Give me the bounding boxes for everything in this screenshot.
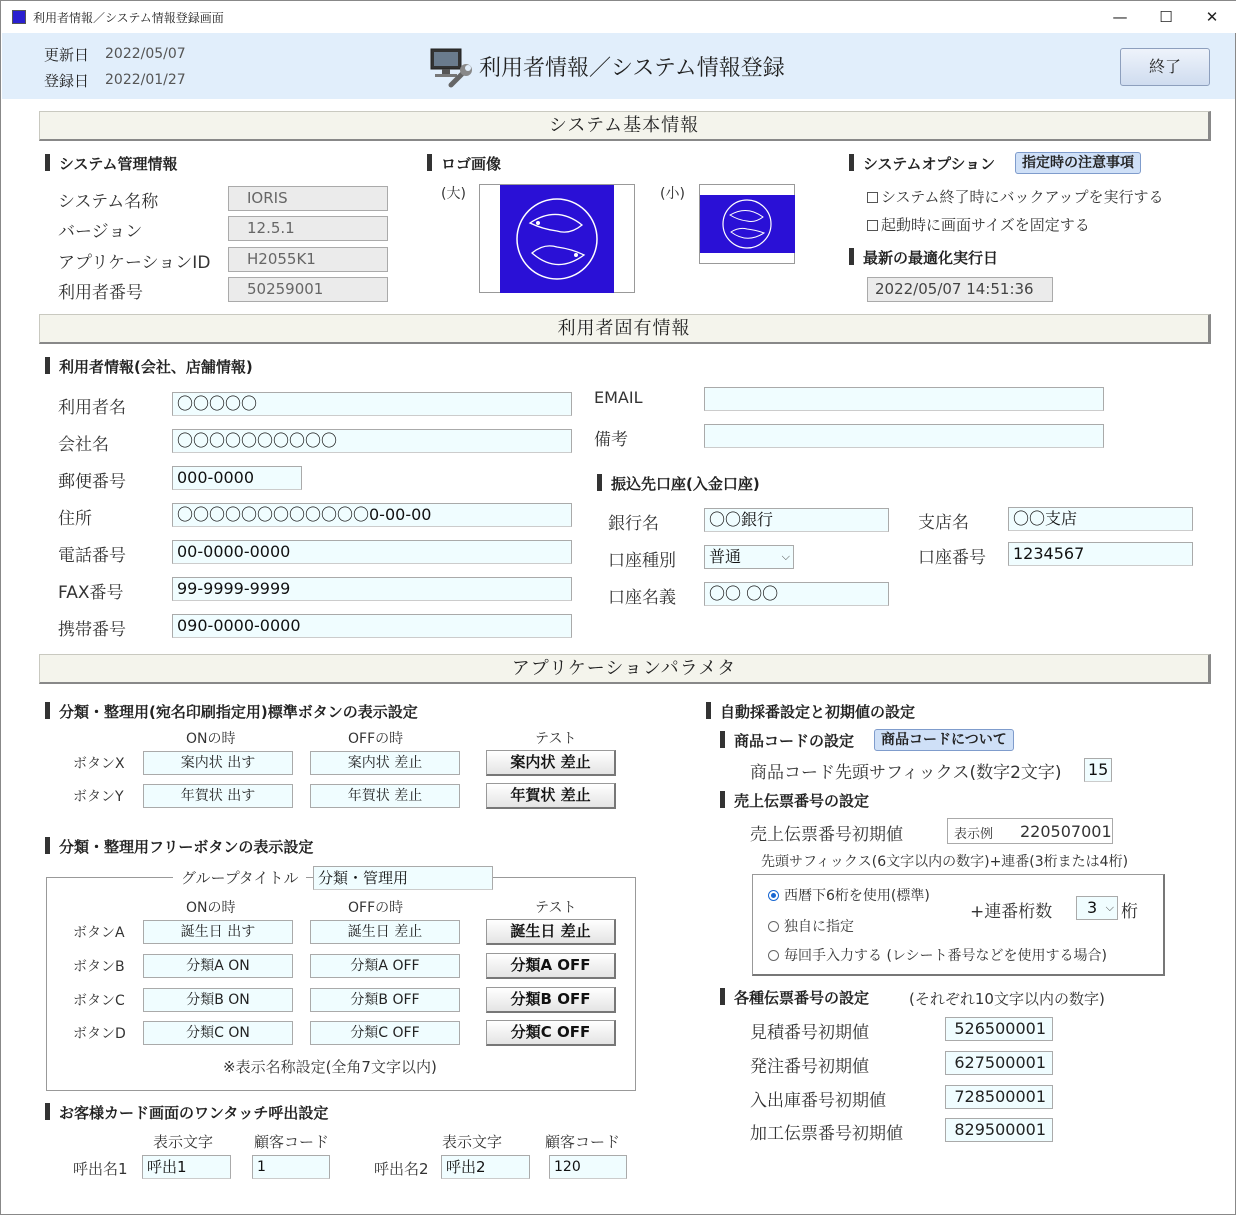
radio-manual-label: 毎回手入力する (レシート番号などを使用する場合) [784, 948, 1108, 964]
optimization-heading: 最新の最適化実行日 [849, 247, 998, 268]
user-number-label: 利用者番号 [58, 283, 143, 303]
end-button[interactable]: 終了 [1120, 48, 1210, 86]
updated-label: 更新日 [44, 46, 90, 64]
chevron-down-icon: ⌵ [1105, 901, 1114, 914]
button-b-test-button[interactable]: 分類A OFF [486, 953, 616, 979]
account-holder-input[interactable]: 〇〇 〇〇 [704, 582, 889, 606]
minimize-button[interactable]: — [1112, 8, 1128, 26]
logo-heading: ロゴ画像 [427, 153, 501, 174]
email-label: EMAIL [594, 388, 643, 407]
window-title: 利用者情報／システム情報登録画面 [33, 11, 224, 25]
std-off-header: OFFの時 [348, 731, 404, 747]
processing-label: 加工伝票番号初期値 [750, 1124, 903, 1144]
close-button[interactable]: ✕ [1205, 8, 1219, 26]
call1-text-input[interactable]: 呼出1 [142, 1155, 231, 1179]
digits-label: +連番桁数 [970, 902, 1053, 922]
title-bar [1, 1, 1236, 33]
branch-input[interactable]: 〇〇支店 [1008, 507, 1193, 531]
button-b-off-input[interactable]: 分類A OFF [310, 954, 460, 978]
user-name-label: 利用者名 [58, 398, 126, 418]
user-number-field: 50259001 [228, 277, 388, 302]
address-input[interactable]: 〇〇〇〇〇〇〇〇〇〇〇〇0-00-00 [172, 503, 572, 527]
product-suffix-input[interactable]: 15 [1084, 758, 1112, 782]
std-on-header: ONの時 [186, 731, 236, 747]
call2-code-header: 顧客コード [545, 1133, 621, 1151]
bank-heading: 振込先口座(入金口座) [597, 473, 760, 494]
example-label: 表示例 [954, 827, 994, 842]
sales-slip-heading: 売上伝票番号の設定 [720, 790, 869, 811]
fish-logo-icon [500, 185, 614, 293]
bank-name-input[interactable]: 〇〇銀行 [704, 508, 889, 532]
button-y-on-input[interactable]: 年賀状 出す [143, 784, 293, 808]
call1-code-header: 顧客コード [254, 1133, 330, 1151]
call1-label: 呼出名1 [73, 1160, 128, 1178]
logo-large-label: (大) [441, 186, 466, 202]
example-value: 220507001 [1020, 822, 1112, 841]
updated-value: 2022/05/07 [105, 46, 186, 62]
user-specific-section-bar: 利用者固有情報 [39, 314, 1211, 344]
radio-custom-label: 独自に指定 [784, 919, 854, 935]
account-holder-label: 口座名義 [608, 588, 676, 608]
system-options-heading: システムオプション [849, 153, 995, 174]
button-y-test-button[interactable]: 年賀状 差止 [486, 783, 616, 809]
button-x-on-input[interactable]: 案内状 出す [143, 751, 293, 775]
app-id-field: H2055K1 [228, 247, 388, 272]
processing-input[interactable]: 829500001 [945, 1118, 1053, 1142]
company-name-label: 会社名 [58, 435, 109, 455]
app-params-section-bar: アプリケーションパラメタ [39, 654, 1211, 684]
system-name-field: IORIS [228, 186, 388, 211]
registered-label: 登録日 [44, 72, 90, 90]
account-type-select[interactable] [704, 545, 794, 569]
call2-disp-header: 表示文字 [442, 1133, 503, 1151]
order-input[interactable]: 627500001 [945, 1051, 1053, 1075]
product-suffix-label: 商品コード先頭サフィックス(数字2文字) [750, 763, 1062, 783]
about-product-code-button[interactable]: 商品コードについて [874, 729, 1014, 751]
display-name-note: ※表示名称設定(全角7文字以内) [223, 1058, 437, 1076]
fix-screen-size-label: 起動時に画面サイズを固定する [881, 216, 1090, 234]
product-code-heading: 商品コードの設定 [720, 730, 854, 751]
mobile-label: 携帯番号 [58, 620, 126, 640]
call2-code-input[interactable]: 120 [549, 1155, 627, 1179]
logo-large-image[interactable] [479, 184, 635, 293]
button-c-on-input[interactable]: 分類B ON [143, 988, 293, 1012]
radio-western-year-label: 西暦下6桁を使用(標準) [784, 888, 930, 904]
backup-on-exit-checkbox[interactable] [867, 186, 1163, 207]
button-a-off-input[interactable]: 誕生日 差止 [310, 920, 460, 944]
call1-code-input[interactable]: 1 [252, 1155, 330, 1179]
user-info-heading: 利用者情報(会社、店舗情報) [45, 356, 253, 377]
group-title-input[interactable]: 分類・管理用 [313, 866, 493, 890]
address-label: 住所 [58, 509, 92, 529]
phone-label: 電話番号 [58, 546, 126, 566]
button-d-test-button[interactable]: 分類C OFF [486, 1020, 616, 1046]
button-d-off-input[interactable]: 分類C OFF [310, 1021, 460, 1045]
fax-label: FAX番号 [58, 583, 124, 603]
auto-number-heading: 自動採番設定と初期値の設定 [706, 701, 915, 722]
company-name-input[interactable]: 〇〇〇〇〇〇〇〇〇〇 [172, 429, 572, 453]
system-basic-section-bar: システム基本情報 [39, 111, 1211, 141]
free-buttons-heading: 分類・整理用フリーボタンの表示設定 [45, 836, 313, 857]
inout-input[interactable]: 728500001 [945, 1085, 1053, 1109]
notes-button[interactable]: 指定時の注意事項 [1015, 152, 1141, 174]
free-off-header: OFFの時 [348, 900, 404, 916]
bank-name-label: 銀行名 [608, 514, 659, 534]
phone-input[interactable]: 00-0000-0000 [172, 540, 572, 564]
maximize-button[interactable]: ☐ [1159, 8, 1173, 26]
logo-small-image[interactable] [699, 184, 795, 264]
free-on-header: ONの時 [186, 900, 236, 916]
account-type-label: 口座種別 [608, 551, 676, 571]
inout-label: 入出庫番号初期値 [750, 1091, 886, 1111]
button-c-label: ボタンC [73, 993, 125, 1009]
sales-init-label: 売上伝票番号初期値 [750, 825, 903, 845]
call2-text-input[interactable]: 呼出2 [441, 1155, 530, 1179]
sales-example-box [947, 818, 1113, 844]
memo-label: 備考 [594, 430, 628, 450]
button-a-test-button[interactable]: 誕生日 差止 [486, 919, 616, 945]
account-type-value: 普通 [709, 547, 742, 566]
std-test-header: テスト [535, 731, 577, 747]
fax-input[interactable]: 99-9999-9999 [172, 577, 572, 601]
user-name-input[interactable]: 〇〇〇〇〇 [172, 392, 572, 416]
button-y-off-input[interactable]: 年賀状 差止 [310, 784, 460, 808]
button-x-off-input[interactable]: 案内状 差止 [310, 751, 460, 775]
group-title-label: グループタイトル [173, 867, 306, 888]
registered-value: 2022/01/27 [105, 72, 186, 88]
fish-logo-small-icon [700, 195, 795, 253]
radio-western-year[interactable] [768, 885, 930, 905]
branch-label: 支店名 [918, 513, 969, 533]
digits-unit: 桁 [1121, 902, 1138, 922]
button-d-label: ボタンD [73, 1026, 126, 1042]
fix-screen-size-checkbox[interactable] [867, 214, 1090, 235]
customer-call-heading: お客様カード画面のワンタッチ呼出設定 [45, 1102, 328, 1123]
estimate-input[interactable]: 526500001 [945, 1017, 1053, 1041]
button-y-label: ボタンY [73, 789, 124, 805]
button-a-on-input[interactable]: 誕生日 出す [143, 920, 293, 944]
chevron-down-icon: ⌵ [781, 550, 790, 563]
optimization-date-field: 2022/05/07 14:51:36 [867, 277, 1053, 302]
button-c-test-button[interactable]: 分類B OFF [486, 987, 616, 1013]
app-id-label: アプリケーションID [58, 253, 211, 273]
memo-input[interactable] [704, 424, 1104, 448]
mobile-input[interactable]: 090-0000-0000 [172, 614, 572, 638]
free-test-header: テスト [535, 900, 577, 916]
button-c-off-input[interactable]: 分類B OFF [310, 988, 460, 1012]
email-input[interactable] [704, 387, 1104, 411]
version-label: バージョン [58, 222, 143, 242]
system-name-label: システム名称 [58, 192, 159, 212]
other-slips-heading: 各種伝票番号の設定 [720, 987, 869, 1008]
page-title: 利用者情報／システム情報登録 [479, 56, 785, 81]
button-b-label: ボタンB [73, 959, 125, 975]
button-x-label: ボタンX [73, 756, 125, 772]
digits-value: 3 [1087, 898, 1098, 917]
digits-select[interactable] [1076, 896, 1118, 920]
radio-custom[interactable] [768, 916, 854, 936]
logo-small-label: (小) [660, 186, 685, 202]
call1-disp-header: 表示文字 [153, 1133, 214, 1151]
postal-code-label: 郵便番号 [58, 472, 126, 492]
backup-on-exit-label: システム終了時にバックアップを実行する [881, 188, 1164, 206]
button-b-on-input[interactable]: 分類A ON [143, 954, 293, 978]
call2-label: 呼出名2 [374, 1160, 429, 1178]
button-a-label: ボタンA [73, 925, 125, 941]
std-buttons-heading: 分類・整理用(宛名印刷指定用)標準ボタンの表示設定 [45, 701, 418, 722]
account-number-label: 口座番号 [918, 548, 986, 568]
version-field: 12.5.1 [228, 216, 388, 241]
button-x-test-button[interactable]: 案内状 差止 [486, 750, 616, 776]
account-number-input[interactable]: 1234567 [1008, 542, 1193, 566]
radio-manual[interactable] [768, 945, 1107, 965]
button-d-on-input[interactable]: 分類C ON [143, 1021, 293, 1045]
postal-code-input[interactable]: 000-0000 [172, 466, 302, 490]
other-slips-note: (それぞれ10文字以内の数字) [909, 990, 1105, 1008]
sales-suffix-desc: 先頭サフィックス(6文字以内の数字)+連番(3桁または4桁) [761, 854, 1129, 870]
app-icon [12, 10, 26, 24]
estimate-label: 見積番号初期値 [750, 1023, 869, 1043]
system-mgmt-heading: システム管理情報 [45, 153, 178, 174]
order-label: 発注番号初期値 [750, 1057, 869, 1077]
computer-settings-icon [429, 47, 475, 89]
